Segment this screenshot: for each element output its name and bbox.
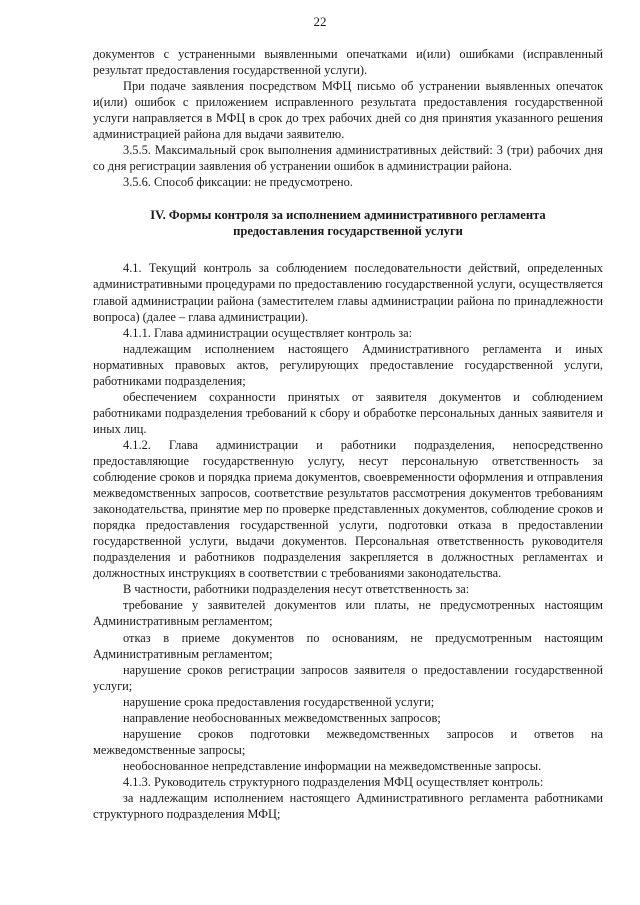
- paragraph: 4.1.1. Глава администрации осуществляет контроль за:: [123, 325, 413, 340]
- paragraph: обеспечением сохранности принятых от заявителя документов и соблюдением работниками подразделения требований к сбору и обработке персональных данных заявителя и иных лиц.: [93, 389, 603, 436]
- paragraph: При подаче заявления посредством МФЦ письмо об устранении выявленных опечаток и(или) ошибок с приложением исправленного результата предоставления государственной услуги направляется в МФЦ в срок до трех рабочих дней со дня принятия указанного решения администрацией района для выдачи заявителю.: [93, 79, 603, 142]
- paragraph: документов с устраненными выявленными опечатками и(или) ошибками (исправленный результат предоставления государственной услуги).: [93, 47, 603, 78]
- paragraph: В частности, работники подразделения несут ответственность за:: [123, 582, 470, 597]
- paragraph: 3.5.5. Максимальный срок выполнения административных действий: 3 (три) рабочих дня со дня регистрации заявления об устранении ошибок в администрации района.: [93, 143, 603, 174]
- paragraph: направление необоснованных межведомственных запросов;: [123, 710, 441, 725]
- paragraph: требование у заявителей документов или платы, не предусмотренных настоящим Административным регламентом;: [93, 598, 603, 629]
- paragraph: необоснованное непредставление информации на межведомственные запросы.: [123, 758, 542, 773]
- paragraph: 4.1.3. Руководитель структурного подразделения МФЦ осуществляет контроль:: [123, 774, 544, 789]
- paragraph: надлежащим исполнением настоящего Административного регламента и иных нормативных правовых актов, регулирующих предоставление государственной услуги, работниками подразделения;: [93, 341, 603, 388]
- paragraph: 4.1. Текущий контроль за соблюдением последовательности действий, определенных административными процедурами по предоставлению государственной услуги, осуществляется главой администрации района (заместителем главы администрации района по принадлежности вопроса) (далее – глава администрации).: [93, 261, 603, 324]
- paragraph: за надлежащим исполнением настоящего Административного регламента работниками структурного подразделения МФЦ;: [93, 790, 603, 822]
- paragraph: отказ в приеме документов по основаниям, не предусмотренным настоящим Административным регламентом;: [93, 630, 603, 661]
- paragraph: нарушение срока предоставления государственной услуги;: [123, 694, 435, 709]
- paragraph: нарушение сроков регистрации запросов заявителя о предоставлении государственной услуги;: [93, 662, 603, 693]
- section-heading-line-2: предоставления государственной услуги: [233, 224, 463, 239]
- section-heading: [93, 207, 603, 239]
- document-body: [93, 46, 603, 822]
- section-heading-line-1: IV. Формы контроля за исполнением административного регламента: [150, 208, 546, 223]
- paragraph: 4.1.2. Глава администрации и работники подразделения, непосредственно предоставляющие государственную услугу, несут персональную ответственность за соблюдение сроков и порядка приема документов, своевременности оформления и отправления межведомственных запросов, соответствие результатов рассмотрения документов требованиям законодательства, принятие мер по проверке представленных документов, соблюдение сроков и порядка предоставления государственной услуги, подготовки отказа в предоставлении государственной услуги, выдачи документов. Персональная ответственность руководителя подразделения и работников подразделения закрепляется в должностных регламентах и должностных инструкциях в соответствии с требованиями законодательства.: [93, 437, 603, 581]
- paragraph: нарушение сроков подготовки межведомственных запросов и ответов на межведомственные запросы;: [93, 726, 603, 757]
- page-number: 22: [313, 14, 327, 29]
- paragraph: 3.5.6. Способ фиксации: не предусмотрено.: [123, 175, 353, 190]
